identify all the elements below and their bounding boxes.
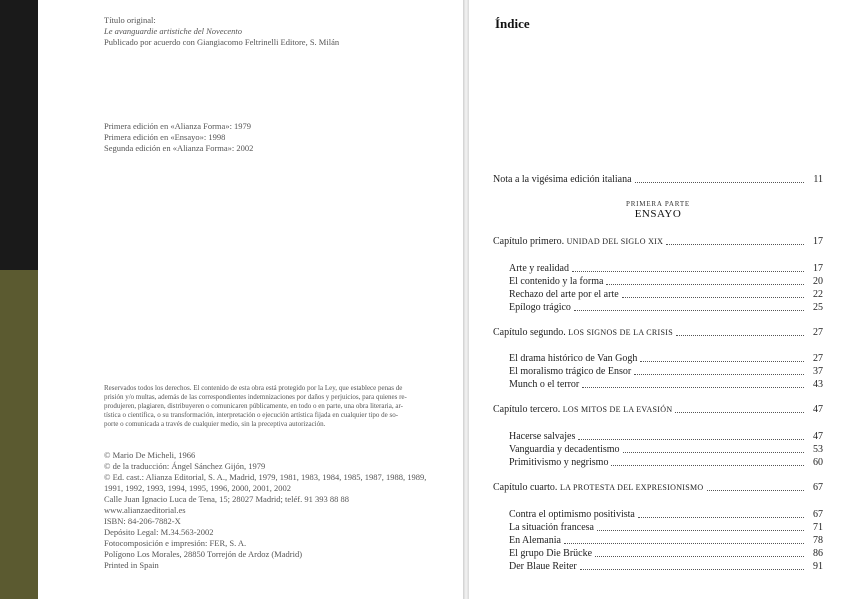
toc-page-number: 43: [813, 379, 823, 390]
toc-page-number: 17: [813, 236, 823, 247]
index-page: [469, 0, 848, 599]
toc-entry: [493, 174, 823, 186]
toc-entry-label: El moralismo trágico de Ensor: [509, 366, 632, 377]
part-label: PRIMERA PARTE: [626, 200, 690, 208]
book-cover-edge: [0, 270, 38, 599]
copyright-line: Printed in Spain: [104, 560, 159, 570]
toc-entry: [509, 302, 823, 314]
edition-line: Primera edición en «Alianza Forma»: 1979: [104, 121, 252, 131]
toc-page-number: 20: [813, 276, 823, 287]
toc-entry-label: Contra el optimismo positivista: [509, 509, 635, 520]
toc-page-number: 86: [813, 548, 823, 559]
copyright-line: ISBN: 84-206-7882-X: [104, 516, 181, 526]
toc-entry-label: Munch o el terror: [509, 379, 580, 390]
rights-notice-line: Reservados todos los derechos. El contenido de esta obra está protegido por la Ley, que establece penas de: [104, 384, 403, 392]
copyright-line: © de la traducción: Ángel Sánchez Gijón, 1979: [104, 461, 266, 471]
toc-page-number: 71: [813, 522, 823, 533]
toc-entry: [509, 457, 823, 469]
toc-chapter-label: Capítulo cuarto.: [493, 482, 560, 493]
toc-chapter-title: LOS SIGNOS DE LA CRISIS: [568, 328, 673, 337]
original-title: Le avanguardie artistiche del Novecento: [104, 26, 243, 36]
toc-page-number: 17: [813, 263, 823, 274]
toc-page-number: 78: [813, 535, 823, 546]
toc-entry-label: El drama histórico de Van Gogh: [509, 353, 638, 364]
toc-page-number: 67: [813, 509, 823, 520]
toc-entry: [509, 522, 823, 534]
toc-chapter-label: Capítulo primero.: [493, 236, 567, 247]
toc-page-number: 25: [813, 302, 823, 313]
toc-leader-dots: [638, 516, 804, 518]
toc-entry: [509, 535, 823, 547]
toc-leader-dots: [611, 464, 804, 466]
toc-leader-dots: [675, 411, 804, 413]
toc-entry: [509, 561, 823, 573]
toc-entry-label: Arte y realidad: [509, 263, 569, 274]
toc-entry-label: Primitivismo y negrismo: [509, 457, 609, 468]
copyright-line: © Mario De Micheli, 1966: [104, 450, 196, 460]
rights-notice-line: porte o comunicada a través de cualquier medio, sin la preceptiva autorización.: [104, 420, 326, 428]
edition-line: Segunda edición en «Alianza Forma»: 2002: [104, 143, 254, 153]
toc-entry-label: Der Blaue Reiter: [509, 561, 577, 572]
toc-page-number: 27: [813, 327, 823, 338]
toc-leader-dots: [676, 334, 804, 336]
toc-page-number: 53: [813, 444, 823, 455]
toc-leader-dots: [564, 542, 804, 544]
toc-entry: [509, 509, 823, 521]
toc-leader-dots: [578, 438, 804, 440]
original-title-label: Título original:: [104, 15, 156, 25]
toc-leader-dots: [640, 360, 804, 362]
toc-chapter-title: UNIDAD DEL SIGLO XIX: [566, 237, 664, 246]
toc-chapter-label: Capítulo segundo.: [493, 327, 569, 338]
toc-entry-label: Nota a la vigésima edición italiana: [493, 174, 632, 185]
toc-leader-dots: [623, 451, 804, 453]
toc-entry-label: En Alemania: [509, 535, 561, 546]
toc-chapter-label: Capítulo tercero.: [493, 404, 563, 415]
toc-leader-dots: [635, 181, 804, 183]
copyright-line: 1991, 1992, 1993, 1994, 1995, 1996, 2000, 2001, 2002: [104, 483, 291, 493]
copyright-line: Fotocomposición e impresión: FER, S. A.: [104, 538, 247, 548]
toc-chapter: [493, 404, 823, 416]
toc-entry-label: El contenido y la forma: [509, 276, 604, 287]
toc-entry: [509, 263, 823, 275]
publisher-agreement: Publicado por acuerdo con Giangiacomo Feltrinelli Editore, S. Milán: [104, 37, 340, 47]
toc-chapter-title: LOS MITOS DE LA EVASIÓN: [562, 405, 673, 414]
toc-entry: [509, 366, 823, 378]
toc-chapter-title: LA PROTESTA DEL EXPRESIONISMO: [559, 483, 704, 492]
toc-page-number: 47: [813, 431, 823, 442]
toc-leader-dots: [634, 373, 804, 375]
toc-page-number: 11: [813, 174, 823, 185]
toc-entry-label: Hacerse salvajes: [509, 431, 576, 442]
part-title: ENSAYO: [634, 208, 682, 220]
toc-leader-dots: [580, 568, 804, 570]
toc-page-number: 37: [813, 366, 823, 377]
toc-entry: [509, 289, 823, 301]
toc-leader-dots: [707, 489, 805, 491]
toc-entry: [509, 431, 823, 443]
toc-entry: [509, 444, 823, 456]
toc-page-number: 22: [813, 289, 823, 300]
toc-page-number: 60: [813, 457, 823, 468]
toc-entry: [509, 379, 823, 391]
toc-leader-dots: [606, 283, 804, 285]
toc-leader-dots: [572, 270, 804, 272]
toc-entry: [509, 353, 823, 365]
toc-leader-dots: [582, 386, 804, 388]
toc-entry-label: El grupo Die Brücke: [509, 548, 593, 559]
toc-entry: [509, 548, 823, 560]
toc-entry-label: La situación francesa: [509, 522, 594, 533]
toc-leader-dots: [574, 309, 804, 311]
copyright-line: Polígono Los Morales, 28850 Torrejón de Ardoz (Madrid): [104, 549, 303, 559]
rights-notice-line: prisión y/o multas, además de las correspondientes indemnizaciones por daños y perjuicios, para quienes re-: [104, 393, 407, 401]
toc-leader-dots: [597, 529, 804, 531]
copyright-line: © Ed. cast.: Alianza Editorial, S. A., Madrid, 1979, 1981, 1983, 1984, 1985, 1987, 1988, 1989,: [104, 472, 427, 482]
toc-entry-label: Rechazo del arte por el arte: [509, 289, 619, 300]
toc-chapter: [493, 327, 823, 339]
toc-chapter: [493, 482, 823, 494]
toc-page-number: 27: [813, 353, 823, 364]
edition-line: Primera edición en «Ensayo»: 1998: [104, 132, 226, 142]
toc-chapter: [493, 236, 823, 248]
toc-leader-dots: [622, 296, 804, 298]
copyright-line: Depósito Legal: M.34.563-2002: [104, 527, 214, 537]
toc-entry-label: Epílogo trágico: [509, 302, 571, 313]
copyright-line: www.alianzaeditorial.es: [104, 505, 186, 515]
toc-page-number: 47: [813, 404, 823, 415]
rights-notice-line: produjeren, plagiaren, distribuyeren o comunicaren públicamente, en todo o en parte, una obra literaria, ar-: [104, 402, 403, 410]
copyright-page: [38, 0, 465, 599]
toc-entry-label: Vanguardia y decadentismo: [509, 444, 620, 455]
toc-leader-dots: [666, 243, 804, 245]
toc-leader-dots: [595, 555, 804, 557]
toc-page-number: 67: [813, 482, 823, 493]
index-heading: Índice: [495, 16, 530, 31]
toc-page-number: 91: [813, 561, 823, 572]
rights-notice-line: tística o científica, o su transformación, interpretación o ejecución artística fijada en cualquier tipo de so-: [104, 411, 399, 419]
copyright-line: Calle Juan Ignacio Luca de Tena, 15; 28027 Madrid; teléf. 91 393 88 88: [104, 494, 349, 504]
toc-entry: [509, 276, 823, 288]
